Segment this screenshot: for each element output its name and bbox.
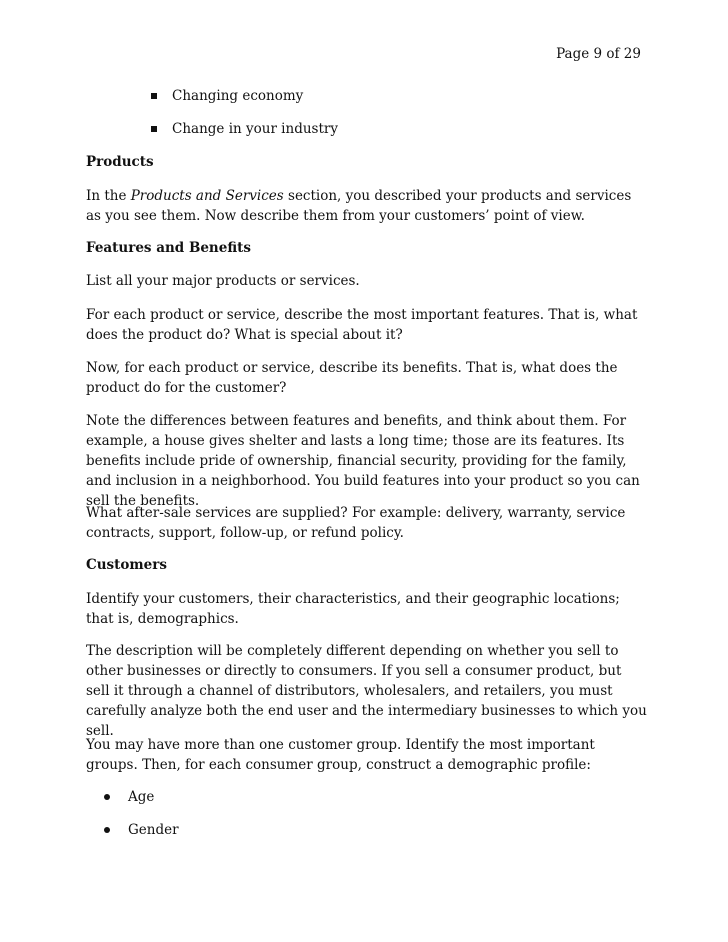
list-item-text: Change in your industry <box>172 121 338 137</box>
list-item <box>0 820 728 840</box>
paragraph: What after-sale services are supplied? For example: delivery, warranty, service contracts, support, follow-up, or refund policy. <box>86 505 626 541</box>
square-bullet-icon <box>151 93 157 99</box>
paragraph-text: section, you described your products and services as you see them. Now describe them from your customers’ point of view. <box>86 188 632 224</box>
paragraph: Identify your customers, their characteristics, and their geographic locations; that is, demographics. <box>86 591 620 627</box>
section-heading-features: Features and Benefits <box>86 240 251 256</box>
paragraph <box>86 186 648 226</box>
paragraph: List all your major products or services. <box>86 273 360 289</box>
paragraph: Now, for each product or service, describe its benefits. That is, what does the product do for the customer? <box>86 360 618 396</box>
square-bullet-icon <box>151 126 157 132</box>
section-heading-products: Products <box>86 154 154 170</box>
paragraph: Note the differences between features and benefits, and think about them. For example, a house gives shelter and lasts a long time; those are its features. Its benefits include pride of ownership, financial security, providing for the family, and inclusion in a neighborhood. You build features into your product so you can sell the benefits. <box>86 413 640 509</box>
list-item <box>0 119 728 139</box>
round-bullet-icon <box>104 794 110 800</box>
list-item <box>0 86 728 106</box>
section-heading-customers: Customers <box>86 557 167 573</box>
page-number-label: Page 9 of 29 <box>556 46 641 62</box>
paragraph-text: In the <box>86 188 131 204</box>
list-item-text: Gender <box>128 822 179 838</box>
list-item-text: Age <box>128 789 155 805</box>
paragraph: The description will be completely different depending on whether you sell to other businesses or directly to consumers. If you sell a consumer product, but sell it through a channel of distributors, wholesalers, and retailers, you must carefully analyze both the end user and the intermediary businesses to which you sell. <box>86 643 647 739</box>
paragraph: You may have more than one customer group. Identify the most important groups. Then, for each consumer group, construct a demographic profile: <box>86 737 595 773</box>
list-item-text: Changing economy <box>172 88 304 104</box>
list-item <box>0 787 728 807</box>
section-reference: Products and Services <box>130 188 284 204</box>
paragraph: For each product or service, describe the most important features. That is, what does the product do? What is special about it? <box>86 307 638 343</box>
round-bullet-icon <box>104 827 110 833</box>
